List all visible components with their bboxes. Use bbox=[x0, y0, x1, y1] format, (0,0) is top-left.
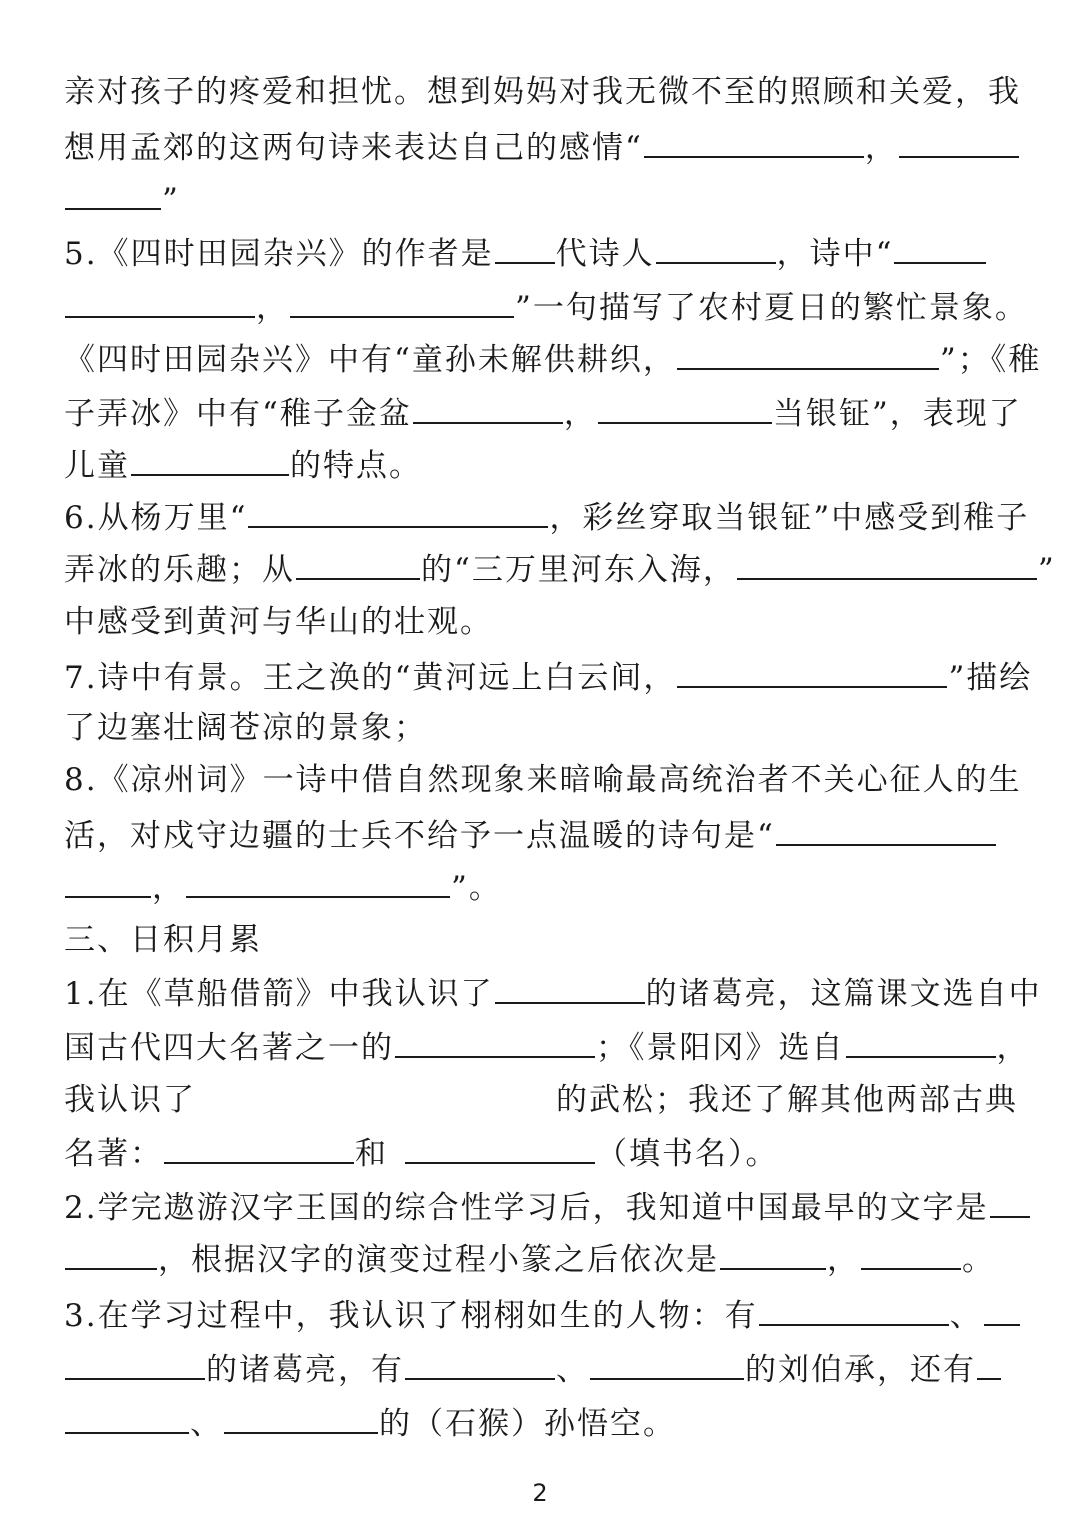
text-line bbox=[64, 444, 422, 484]
question-5 bbox=[64, 232, 987, 272]
answer-blank[interactable] bbox=[644, 126, 864, 158]
text: 和 bbox=[355, 1136, 388, 1172]
text: 中感受到黄河与华山的壮观。 bbox=[64, 604, 493, 640]
text-line bbox=[64, 1132, 779, 1172]
text: 5.《四时田园杂兴》的作者是 bbox=[64, 236, 494, 272]
text-line bbox=[64, 1348, 1002, 1388]
answer-blank[interactable] bbox=[598, 392, 772, 424]
answer-blank[interactable] bbox=[65, 1348, 205, 1380]
answer-blank[interactable] bbox=[65, 866, 151, 898]
question-7 bbox=[64, 656, 1032, 696]
text: 、 bbox=[190, 1406, 223, 1442]
answer-blank[interactable] bbox=[405, 1348, 555, 1380]
text-line bbox=[64, 866, 502, 906]
section3-question-1 bbox=[64, 972, 1042, 1012]
text: ”描绘 bbox=[948, 660, 1033, 696]
text: 的诸葛亮，有 bbox=[206, 1352, 404, 1388]
text: 2.学完遨游汉字王国的综合性学习后，我知道中国最早的文字是 bbox=[64, 1190, 989, 1226]
text: 1.在《草船借箭》中我认识了 bbox=[64, 976, 494, 1012]
text: ”；《稚 bbox=[939, 342, 1042, 378]
text: ， bbox=[996, 1030, 1030, 1066]
section3-question-2 bbox=[64, 1186, 1031, 1226]
answer-blank[interactable] bbox=[656, 232, 776, 264]
text-line bbox=[64, 1026, 1030, 1066]
text-line bbox=[64, 338, 1041, 378]
answer-blank[interactable] bbox=[131, 444, 289, 476]
answer-blank[interactable] bbox=[290, 286, 514, 318]
text: 弄冰的乐趣；从 bbox=[64, 552, 295, 588]
text: （填书名）。 bbox=[596, 1136, 779, 1172]
answer-blank[interactable] bbox=[395, 1026, 595, 1058]
answer-blank[interactable] bbox=[720, 1238, 826, 1270]
text: ， bbox=[152, 870, 185, 906]
section3-question-3 bbox=[64, 1294, 1021, 1334]
text: ” bbox=[162, 182, 180, 218]
answer-blank[interactable] bbox=[759, 1294, 949, 1326]
text: 的特点。 bbox=[290, 448, 422, 484]
text: 亲对孩子的疼爱和担忧。想到妈妈对我无微不至的照顾和关爱，我 bbox=[64, 74, 1021, 110]
text: 的（石猴）孙悟空。 bbox=[379, 1406, 676, 1442]
text: ， bbox=[864, 130, 898, 166]
section-heading bbox=[64, 920, 262, 960]
text: 代诗人 bbox=[555, 236, 655, 272]
answer-blank[interactable] bbox=[65, 1402, 189, 1434]
text: ” bbox=[1037, 552, 1056, 588]
text: 儿童 bbox=[64, 448, 130, 484]
answer-blank[interactable] bbox=[224, 1402, 378, 1434]
text: 的“三万里河东入海， bbox=[421, 552, 736, 588]
text: ， bbox=[827, 1242, 860, 1278]
text: ， bbox=[256, 290, 289, 326]
text-line bbox=[64, 602, 493, 642]
text: 。 bbox=[962, 1242, 995, 1278]
answer-blank[interactable] bbox=[296, 548, 420, 580]
text-line bbox=[64, 708, 427, 748]
text-line bbox=[64, 1238, 995, 1278]
text-line bbox=[64, 126, 1020, 166]
text: ；《景阳冈》选自 bbox=[596, 1030, 845, 1066]
text: 的诸葛亮，这篇课文选自中 bbox=[645, 976, 1042, 1012]
page-number: 2 bbox=[532, 1479, 548, 1507]
answer-blank[interactable] bbox=[495, 972, 645, 1004]
text-line bbox=[64, 392, 1022, 432]
text: ，彩丝穿取当银钲”中感受到稚子 bbox=[549, 500, 1030, 536]
answer-blank[interactable] bbox=[164, 1132, 354, 1164]
answer-blank[interactable] bbox=[413, 392, 563, 424]
answer-blank[interactable] bbox=[186, 866, 450, 898]
text-line bbox=[64, 1080, 1018, 1120]
text: 的刘伯承，还有 bbox=[745, 1352, 976, 1388]
answer-blank[interactable] bbox=[677, 338, 939, 370]
section-title: 三、日积月累 bbox=[64, 922, 262, 958]
text: 国古代四大名著之一的 bbox=[64, 1030, 394, 1066]
text: 、 bbox=[949, 1298, 983, 1334]
text: 6.从杨万里“ bbox=[64, 500, 248, 536]
text: ，根据汉字的演变过程小篆之后依次是 bbox=[158, 1242, 719, 1278]
text: 想用孟郊的这两句诗来表达自己的感情“ bbox=[64, 130, 643, 166]
answer-blank[interactable] bbox=[977, 1348, 1001, 1380]
question-6 bbox=[64, 496, 1029, 536]
text: 名著： bbox=[64, 1136, 163, 1172]
text: 的武松；我还了解其他两部古典 bbox=[556, 1082, 1018, 1118]
answer-blank[interactable] bbox=[248, 496, 548, 528]
text: 8.《凉州词》一诗中借自然现象来暗喻最高统治者不关心征人的生 bbox=[64, 762, 1022, 798]
text: 我认识了 bbox=[64, 1082, 196, 1118]
answer-blank[interactable] bbox=[861, 1238, 961, 1270]
text: 3.在学习过程中，我认识了栩栩如生的人物：有 bbox=[64, 1298, 758, 1334]
text: 当银钲”，表现了 bbox=[772, 396, 1022, 432]
text-line bbox=[64, 1402, 676, 1442]
text-line bbox=[64, 72, 1021, 112]
answer-blank[interactable] bbox=[776, 814, 996, 846]
answer-blank[interactable] bbox=[65, 178, 161, 210]
answer-blank[interactable] bbox=[405, 1132, 595, 1164]
text-line bbox=[64, 178, 180, 218]
answer-blank[interactable] bbox=[894, 232, 986, 264]
text: 子弄冰》中有“稚子金盆 bbox=[64, 396, 412, 432]
answer-blank[interactable] bbox=[984, 1294, 1020, 1326]
text-line bbox=[64, 286, 1028, 326]
answer-blank[interactable] bbox=[590, 1348, 744, 1380]
text-line bbox=[64, 814, 997, 854]
answer-blank[interactable] bbox=[846, 1026, 996, 1058]
text: 了边塞壮阔苍凉的景象； bbox=[64, 710, 427, 746]
text: 活，对戍守边疆的士兵不给予一点温暖的诗句是“ bbox=[64, 818, 775, 854]
answer-blank[interactable] bbox=[990, 1186, 1030, 1218]
answer-blank[interactable] bbox=[737, 548, 1037, 580]
answer-blank[interactable] bbox=[65, 1238, 157, 1270]
text: ”。 bbox=[451, 870, 502, 906]
text: ”一句描写了农村夏日的繁忙景象。 bbox=[515, 290, 1028, 326]
answer-blank[interactable] bbox=[899, 126, 1019, 158]
text: ， bbox=[563, 396, 597, 432]
text: 《四时田园杂兴》中有“童孙未解供耕织， bbox=[64, 342, 676, 378]
text: ，诗中“ bbox=[776, 236, 894, 272]
text: 7.诗中有景。王之涣的“黄河远上白云间， bbox=[64, 660, 677, 696]
answer-blank[interactable] bbox=[677, 656, 947, 688]
answer-blank[interactable] bbox=[65, 286, 255, 318]
text: 、 bbox=[556, 1352, 589, 1388]
text-line bbox=[64, 548, 1056, 588]
question-8 bbox=[64, 760, 1022, 800]
answer-blank[interactable] bbox=[495, 232, 555, 264]
